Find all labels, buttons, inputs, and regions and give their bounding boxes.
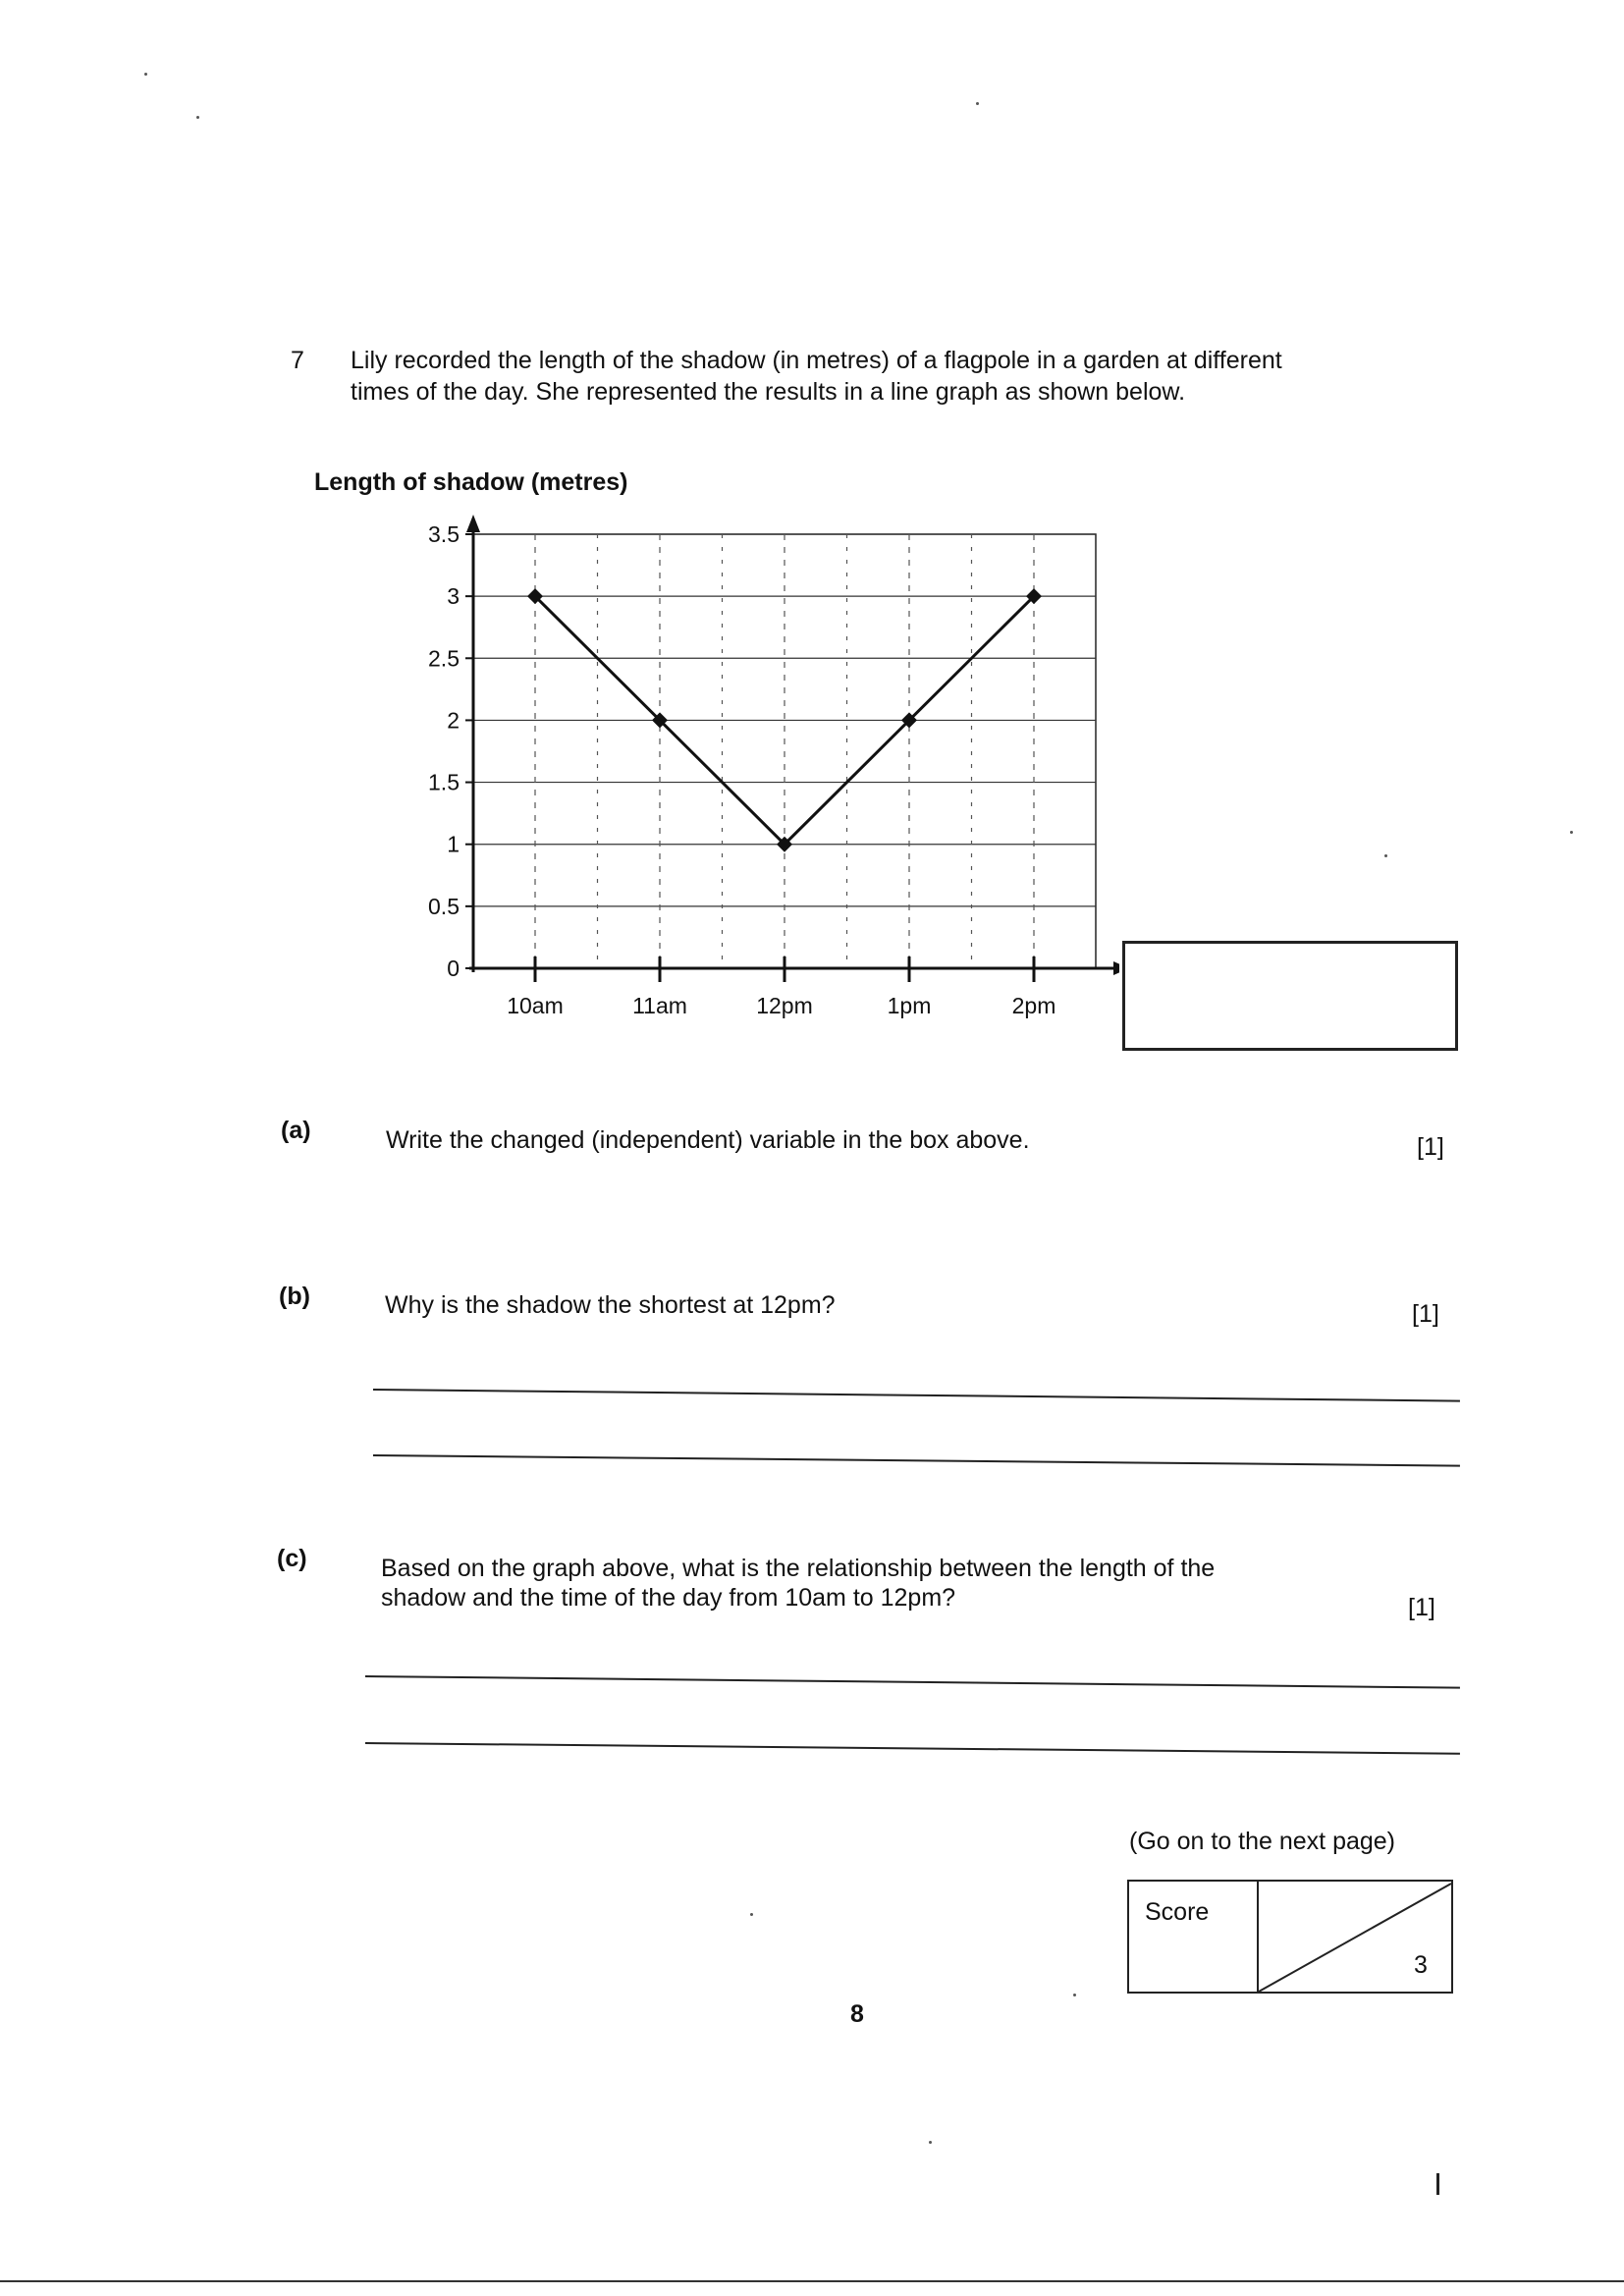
chart-axes <box>465 515 1119 982</box>
x-tick-label: 10am <box>507 993 564 1018</box>
page-bottom-rule <box>0 2280 1624 2282</box>
part-a-label: (a) <box>281 1117 311 1144</box>
x-axis-arrow <box>1113 961 1119 975</box>
scan-speck <box>750 1913 753 1916</box>
part-b-answer-line-2[interactable] <box>373 1454 1460 1467</box>
x-tick-label: 12pm <box>756 993 813 1018</box>
y-tick-label: 2 <box>447 707 460 734</box>
scan-speck <box>1073 1994 1076 1996</box>
y-tick-label: 0 <box>447 956 460 981</box>
x-tick-label: 11am <box>632 993 687 1018</box>
scan-speck <box>1570 831 1573 834</box>
independent-variable-answer-box[interactable] <box>1122 941 1458 1051</box>
y-axis-arrow <box>466 515 480 532</box>
chart-grid <box>473 534 1096 968</box>
score-max: 3 <box>1414 1951 1428 1979</box>
y-tick-label: 2.5 <box>428 645 460 672</box>
part-c-marks: [1] <box>1408 1594 1435 1621</box>
go-on-next-page-note: (Go on to the next page) <box>1129 1828 1396 1855</box>
part-b-text: Why is the shadow the shortest at 12pm? <box>385 1291 836 1319</box>
y-tick-label: 1.5 <box>428 769 460 795</box>
score-label: Score <box>1145 1898 1210 1926</box>
part-c-text-line1: Based on the graph above, what is the relationship between the length of the <box>381 1555 1216 1582</box>
part-c-answer-line-1[interactable] <box>365 1675 1460 1689</box>
y-tick-label: 3.5 <box>428 521 460 547</box>
score-box <box>1127 1880 1453 1994</box>
page-number: 8 <box>850 2000 864 2028</box>
part-b-answer-line-1[interactable] <box>373 1389 1460 1402</box>
part-b-label: (b) <box>279 1283 310 1310</box>
scan-speck <box>144 73 147 76</box>
part-a-marks: [1] <box>1417 1133 1444 1161</box>
scan-mark <box>1436 2173 1439 2195</box>
y-tick-label: 3 <box>447 583 460 610</box>
part-c-label: (c) <box>277 1545 307 1572</box>
chart-ylabel: Length of shadow (metres) <box>314 468 628 496</box>
question-number: 7 <box>291 347 304 374</box>
x-tick-label: 2pm <box>1011 993 1056 1018</box>
question-intro-line1: Lily recorded the length of the shadow (in metres) of a flagpole in a garden at different <box>351 347 1282 374</box>
scan-speck <box>976 102 979 105</box>
part-b-marks: [1] <box>1412 1300 1439 1328</box>
scan-speck <box>929 2141 932 2144</box>
x-tick-label: 1pm <box>887 993 932 1018</box>
scan-speck <box>196 116 199 119</box>
part-a-text: Write the changed (independent) variable in the box above. <box>386 1126 1030 1154</box>
y-tick-label: 1 <box>447 831 460 857</box>
shadow-length-line-chart <box>393 501 1119 1031</box>
scan-speck <box>1384 854 1387 857</box>
part-c-text-line2: shadow and the time of the day from 10am to 12pm? <box>381 1584 956 1612</box>
question-intro-line2: times of the day. She represented the results in a line graph as shown below. <box>351 378 1186 406</box>
y-tick-label: 0.5 <box>428 893 460 919</box>
part-c-answer-line-2[interactable] <box>365 1742 1460 1755</box>
